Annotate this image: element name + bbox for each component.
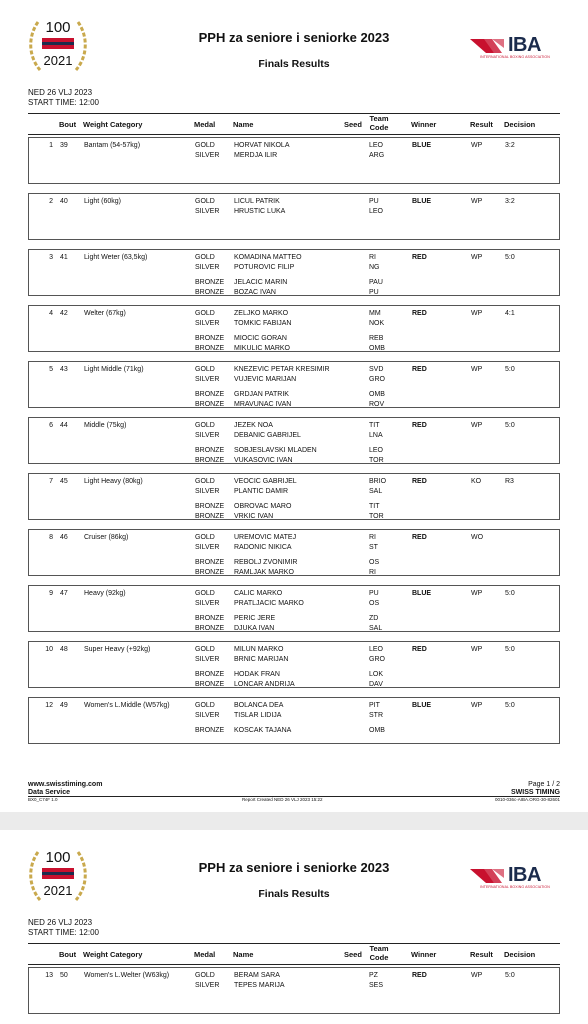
logo-bottom-number: 2021 <box>43 883 73 898</box>
boxer-name: JEZEK NOA <box>234 422 273 429</box>
footer-ref-code: 0010-036c-AIBA.ORG-30-82601 <box>494 797 560 802</box>
event-date: NED 26 VLJ 2023 <box>28 88 93 97</box>
weight-category: Bantam (54-57kg) <box>84 142 141 149</box>
result-block <box>28 529 560 576</box>
silver-row <box>29 207 561 217</box>
result-block <box>28 473 560 520</box>
header-seed: Seed <box>344 950 362 959</box>
table-header <box>28 943 560 965</box>
decision-score: 5:0 <box>505 646 515 653</box>
medal-gold: GOLD <box>195 422 215 429</box>
medal-bronze: BRONZE <box>195 569 225 576</box>
decision-score: R3 <box>505 478 514 485</box>
start-time: START TIME: 12:00 <box>28 97 99 107</box>
header-name: Name <box>233 120 254 129</box>
event-number: 1 <box>49 142 53 149</box>
result-block <box>28 193 560 240</box>
winner-corner: RED <box>412 972 427 979</box>
medal-gold: GOLD <box>195 142 215 149</box>
medal-silver: SILVER <box>195 544 220 551</box>
winner-corner: BLUE <box>412 590 432 597</box>
header-seed: Seed <box>344 120 362 129</box>
boxer-name: TOMKIC FABIJAN <box>234 320 292 327</box>
boxer-name: LONCAR ANDRIJA <box>234 681 295 688</box>
medal-bronze: BRONZE <box>195 447 225 454</box>
team-code: LNA <box>369 432 383 439</box>
winner-corner: BLUE <box>412 702 432 709</box>
bout-number: 41 <box>60 254 68 261</box>
decision-score: 3:2 <box>505 142 515 149</box>
start-time: START TIME: 12:00 <box>28 927 99 937</box>
medal-silver: SILVER <box>195 600 220 607</box>
team-code: DAV <box>369 681 383 688</box>
result-block <box>28 967 560 1014</box>
boxer-name: DEBANIC GABRIJEL <box>234 432 301 439</box>
medal-gold: GOLD <box>195 534 215 541</box>
weight-category: Light Middle (71kg) <box>84 366 144 373</box>
bout-number: 40 <box>60 198 68 205</box>
team-code: OS <box>369 559 380 566</box>
team-code: SES <box>369 982 384 989</box>
boxer-name: PRATLJACIC MARKO <box>234 600 304 607</box>
silver-row <box>29 375 561 385</box>
result-type: KO <box>471 478 482 485</box>
team-code: TIT <box>369 422 380 429</box>
gold-row <box>29 309 561 319</box>
boxer-name: OBROVAC MARO <box>234 503 292 510</box>
medal-bronze: BRONZE <box>195 401 225 408</box>
medal-bronze: BRONZE <box>195 513 225 520</box>
boxer-name: UREMOVIC MATEJ <box>234 534 297 541</box>
boxer-name: BERAM SARA <box>234 972 280 979</box>
team-code: RI <box>369 569 376 576</box>
boxer-name: PERIC JERE <box>234 615 276 622</box>
medal-silver: SILVER <box>195 152 220 159</box>
weight-category: Light Weter (63,5kg) <box>84 254 148 261</box>
boxer-name: TEPES MARIJA <box>234 982 285 989</box>
boxer-name: BOZAC IVAN <box>234 289 276 296</box>
boxer-name: MRAVUNAC IVAN <box>234 401 292 408</box>
bronze-row <box>29 446 561 456</box>
logo-top-number: 100 <box>45 849 71 866</box>
medal-silver: SILVER <box>195 656 220 663</box>
medal-bronze: BRONZE <box>195 289 225 296</box>
event-number: 4 <box>49 310 53 317</box>
result-type: WP <box>471 646 483 653</box>
table-header <box>28 113 560 135</box>
header-winner: Winner <box>411 950 437 959</box>
boxer-name: DJUKA IVAN <box>234 625 275 632</box>
medal-silver: SILVER <box>195 208 220 215</box>
medal-silver: SILVER <box>195 432 220 439</box>
winner-corner: RED <box>412 254 427 261</box>
bronze-row <box>29 344 561 354</box>
medal-bronze: BRONZE <box>195 391 225 398</box>
winner-corner: RED <box>412 366 427 373</box>
boxer-name: PLANTIC DAMIR <box>234 488 289 495</box>
event-number: 8 <box>49 534 53 541</box>
boxer-name: BOLANCA DEA <box>234 702 284 709</box>
boxer-name: KNEZEVIC PETAR KRESIMIR <box>234 366 330 373</box>
iba-logo-text: IBA <box>508 34 541 56</box>
bout-number: 47 <box>60 590 68 597</box>
team-code: OMB <box>369 391 385 398</box>
bout-number: 48 <box>60 646 68 653</box>
medal-bronze: BRONZE <box>195 335 225 342</box>
silver-row <box>29 981 561 991</box>
winner-corner: RED <box>412 310 427 317</box>
weight-category: Heavy (92kg) <box>84 590 126 597</box>
team-code: SAL <box>369 488 383 495</box>
bout-number: 50 <box>60 972 68 979</box>
footer-page-number: Page 1 / 2 <box>528 781 560 788</box>
silver-row <box>29 151 561 161</box>
boxer-name: VUJEVIC MARIJAN <box>234 376 297 383</box>
boxer-name: VRKIC IVAN <box>234 513 274 520</box>
gold-row <box>29 421 561 431</box>
boxer-name: RAMLJAK MARKO <box>234 569 294 576</box>
weight-category: Women's L.Welter (W63kg) <box>84 972 170 979</box>
bronze-row <box>29 456 561 466</box>
medal-silver: SILVER <box>195 712 220 719</box>
team-code: GRO <box>369 656 385 663</box>
iba-logo-text: IBA <box>508 864 541 886</box>
iba-logo <box>470 36 562 62</box>
winner-corner: RED <box>412 478 427 485</box>
footer-doc-code: BX0_C74F 1.0 <box>28 797 58 802</box>
bronze-row <box>29 670 561 680</box>
boxer-name: HORVAT NIKOLA <box>234 142 290 149</box>
medal-gold: GOLD <box>195 366 215 373</box>
silver-row <box>29 543 561 553</box>
medal-bronze: BRONZE <box>195 681 225 688</box>
header-decision: Decision <box>504 950 536 959</box>
team-code: SAL <box>369 625 383 632</box>
boxer-name: KOMADINA MATTEO <box>234 254 302 261</box>
page-title: PPH za seniore i seniorke 2023 <box>198 860 390 875</box>
team-code: ST <box>369 544 378 551</box>
result-block <box>28 585 560 632</box>
event-date: NED 26 VLJ 2023 <box>28 918 93 927</box>
team-code: PU <box>369 289 379 296</box>
medal-gold: GOLD <box>195 590 215 597</box>
team-code: ARG <box>369 152 385 159</box>
winner-corner: RED <box>412 422 427 429</box>
result-type: WP <box>471 590 483 597</box>
bronze-row <box>29 278 561 288</box>
silver-row <box>29 263 561 273</box>
result-type: WO <box>471 534 484 541</box>
bout-number: 44 <box>60 422 68 429</box>
boxer-name: MIOCIC GORAN <box>234 335 287 342</box>
header-result: Result <box>470 950 493 959</box>
header-result: Result <box>470 120 493 129</box>
event-number: 6 <box>49 422 53 429</box>
bronze-row <box>29 624 561 634</box>
event-number: 13 <box>45 972 53 979</box>
result-block <box>28 697 560 744</box>
boxer-name: TISLAR LIDIJA <box>234 712 282 719</box>
weight-category: Cruiser (86kg) <box>84 534 129 541</box>
page-title: PPH za seniore i seniorke 2023 <box>198 30 390 45</box>
boxer-name: MILUN MARKO <box>234 646 284 653</box>
weight-category: Light (60kg) <box>84 198 121 205</box>
bout-number: 45 <box>60 478 68 485</box>
medal-silver: SILVER <box>195 488 220 495</box>
bronze-row <box>29 558 561 568</box>
bout-number: 39 <box>60 142 68 149</box>
logo-top-number: 100 <box>45 19 71 36</box>
iba-logo <box>470 866 562 892</box>
medal-gold: GOLD <box>195 254 215 261</box>
boxer-name: CALIC MARKO <box>234 590 283 597</box>
event-number: 10 <box>45 646 53 653</box>
boxer-name: REBOLJ ZVONIMIR <box>234 559 298 566</box>
decision-score: 5:0 <box>505 590 515 597</box>
team-code: TIT <box>369 503 380 510</box>
team-code: LEO <box>369 208 384 215</box>
footer-swiss-timing: SWISS TIMING <box>511 789 560 796</box>
medal-bronze: BRONZE <box>195 727 225 734</box>
event-date-block <box>28 88 99 107</box>
team-code: SVD <box>369 366 384 373</box>
medal-bronze: BRONZE <box>195 457 225 464</box>
decision-score: 5:0 <box>505 254 515 261</box>
team-code: LOK <box>369 671 384 678</box>
bout-number: 43 <box>60 366 68 373</box>
team-code: LEO <box>369 142 384 149</box>
decision-score: 4:1 <box>505 310 515 317</box>
silver-row <box>29 319 561 329</box>
silver-row <box>29 487 561 497</box>
decision-score: 3:2 <box>505 198 515 205</box>
header-weight-category: Weight Category <box>83 950 143 959</box>
weight-category: Light Heavy (80kg) <box>84 478 143 485</box>
footer-report-created: Report Created NED 26 VLJ 2023 15:22 <box>242 797 323 802</box>
boxer-name: POTUROVIC FILIP <box>234 264 295 271</box>
result-block <box>28 417 560 464</box>
header-bout: Bout <box>59 120 77 129</box>
gold-row <box>29 589 561 599</box>
team-code: TOR <box>369 457 384 464</box>
boxer-name: JELACIC MARIN <box>234 279 288 286</box>
medal-silver: SILVER <box>195 320 220 327</box>
team-code: GRO <box>369 376 385 383</box>
header-decision: Decision <box>504 120 536 129</box>
boxer-name: KOSCAK TAJANA <box>234 727 292 734</box>
medal-gold: GOLD <box>195 702 215 709</box>
header-weight-category: Weight Category <box>83 120 143 129</box>
logo-bottom-number: 2021 <box>43 53 73 68</box>
decision-score: 5:0 <box>505 702 515 709</box>
team-code: RI <box>369 254 376 261</box>
event-number: 7 <box>49 478 53 485</box>
medal-bronze: BRONZE <box>195 671 225 678</box>
silver-row <box>29 431 561 441</box>
result-type: WP <box>471 702 483 709</box>
medal-silver: SILVER <box>195 376 220 383</box>
gold-row <box>29 253 561 263</box>
iba-wing-icon <box>470 36 506 56</box>
event-number: 9 <box>49 590 53 597</box>
medal-bronze: BRONZE <box>195 279 225 286</box>
medal-silver: SILVER <box>195 982 220 989</box>
result-type: WP <box>471 972 483 979</box>
team-code: MM <box>369 310 381 317</box>
team-code: BRIO <box>369 478 387 485</box>
result-type: WP <box>471 198 483 205</box>
gold-row <box>29 141 561 151</box>
winner-corner: RED <box>412 534 427 541</box>
iba-wing-icon <box>470 866 506 886</box>
medal-silver: SILVER <box>195 264 220 271</box>
footer-website[interactable]: www.swisstiming.com <box>28 781 103 788</box>
header-team-code: Team Code <box>369 114 389 132</box>
result-block <box>28 137 560 184</box>
medal-gold: GOLD <box>195 478 215 485</box>
silver-row <box>29 655 561 665</box>
result-block <box>28 305 560 352</box>
header-winner: Winner <box>411 120 437 129</box>
silver-row <box>29 711 561 721</box>
medal-bronze: BRONZE <box>195 503 225 510</box>
team-code: ROV <box>369 401 385 408</box>
winner-corner: BLUE <box>412 198 432 205</box>
decision-score: 5:0 <box>505 972 515 979</box>
bronze-row <box>29 334 561 344</box>
header-team-code: Team Code <box>369 944 389 962</box>
team-code: RI <box>369 534 376 541</box>
event-number: 2 <box>49 198 53 205</box>
boxer-name: LICUL PATRIK <box>234 198 280 205</box>
team-code: OMB <box>369 727 385 734</box>
event-number: 3 <box>49 254 53 261</box>
boxer-name: MERDJA ILIR <box>234 152 278 159</box>
result-block <box>28 249 560 296</box>
bronze-row <box>29 568 561 578</box>
boxer-name: GRDJAN PATRIK <box>234 391 289 398</box>
team-code: PZ <box>369 972 378 979</box>
gold-row <box>29 971 561 981</box>
medal-bronze: BRONZE <box>195 345 225 352</box>
weight-category: Super Heavy (+92kg) <box>84 646 151 653</box>
bout-number: 42 <box>60 310 68 317</box>
weight-category: Middle (75kg) <box>84 422 127 429</box>
results-page-2 <box>0 830 588 1024</box>
medal-bronze: BRONZE <box>195 615 225 622</box>
gold-row <box>29 701 561 711</box>
team-code: LEO <box>369 646 384 653</box>
weight-category: Women's L.Middle (W57kg) <box>84 702 170 709</box>
iba-logo-subtext: INTERNATIONAL BOXING ASSOCIATION <box>480 885 550 889</box>
gold-row <box>29 645 561 655</box>
result-type: WP <box>471 310 483 317</box>
team-code: NOK <box>369 320 385 327</box>
bronze-row <box>29 614 561 624</box>
team-code: OS <box>369 600 380 607</box>
boxer-name: VEOCIC GABRIJEL <box>234 478 297 485</box>
team-code: PU <box>369 590 379 597</box>
result-block <box>28 361 560 408</box>
bronze-row <box>29 288 561 298</box>
header-medal: Medal <box>194 950 216 959</box>
bout-number: 46 <box>60 534 68 541</box>
team-code: PIT <box>369 702 380 709</box>
boxer-name: MIKULIC MARKO <box>234 345 291 352</box>
page-subtitle: Finals Results <box>258 888 330 900</box>
boxer-name: SOBJESLAVSKI MLADEN <box>234 447 317 454</box>
result-type: WP <box>471 422 483 429</box>
medal-bronze: BRONZE <box>195 559 225 566</box>
boxer-name: VUKASOVIC IVAN <box>234 457 293 464</box>
team-code: PU <box>369 198 379 205</box>
medal-gold: GOLD <box>195 310 215 317</box>
event-number: 12 <box>45 702 53 709</box>
medal-bronze: BRONZE <box>195 625 225 632</box>
medal-gold: GOLD <box>195 972 215 979</box>
bronze-row <box>29 390 561 400</box>
event-date-block <box>28 918 99 937</box>
winner-corner: BLUE <box>412 142 432 149</box>
header-medal: Medal <box>194 120 216 129</box>
silver-row <box>29 599 561 609</box>
result-type: WP <box>471 366 483 373</box>
event-number: 5 <box>49 366 53 373</box>
footer-data-service: Data Service <box>28 789 71 796</box>
winner-corner: RED <box>412 646 427 653</box>
boxer-name: HODAK FRAN <box>234 671 280 678</box>
bronze-row <box>29 726 561 736</box>
boxer-name: ZELJKO MARKO <box>234 310 289 317</box>
bronze-row <box>29 502 561 512</box>
result-type: WP <box>471 254 483 261</box>
team-code: LEO <box>369 447 384 454</box>
team-code: NG <box>369 264 380 271</box>
gold-row <box>29 365 561 375</box>
iba-logo-subtext: INTERNATIONAL BOXING ASSOCIATION <box>480 55 550 59</box>
team-code: TOR <box>369 513 384 520</box>
decision-score: 5:0 <box>505 366 515 373</box>
boxer-name: BRNIC MARIJAN <box>234 656 289 663</box>
bout-number: 49 <box>60 702 68 709</box>
header-name: Name <box>233 950 254 959</box>
team-code: PAU <box>369 279 383 286</box>
boxer-name: HRUSTIC LUKA <box>234 208 286 215</box>
result-block <box>28 641 560 688</box>
page-subtitle: Finals Results <box>258 58 330 70</box>
result-type: WP <box>471 142 483 149</box>
header-bout: Bout <box>59 950 77 959</box>
gold-row <box>29 477 561 487</box>
medal-gold: GOLD <box>195 646 215 653</box>
decision-score: 5:0 <box>505 422 515 429</box>
team-code: ZD <box>369 615 379 622</box>
gold-row <box>29 197 561 207</box>
weight-category: Welter (67kg) <box>84 310 126 317</box>
bronze-row <box>29 680 561 690</box>
gold-row <box>29 533 561 543</box>
boxer-name: RADONIC NIKICA <box>234 544 292 551</box>
team-code: REB <box>369 335 384 342</box>
team-code: OMB <box>369 345 385 352</box>
bronze-row <box>29 400 561 410</box>
team-code: STR <box>369 712 383 719</box>
medal-gold: GOLD <box>195 198 215 205</box>
bronze-row <box>29 512 561 522</box>
